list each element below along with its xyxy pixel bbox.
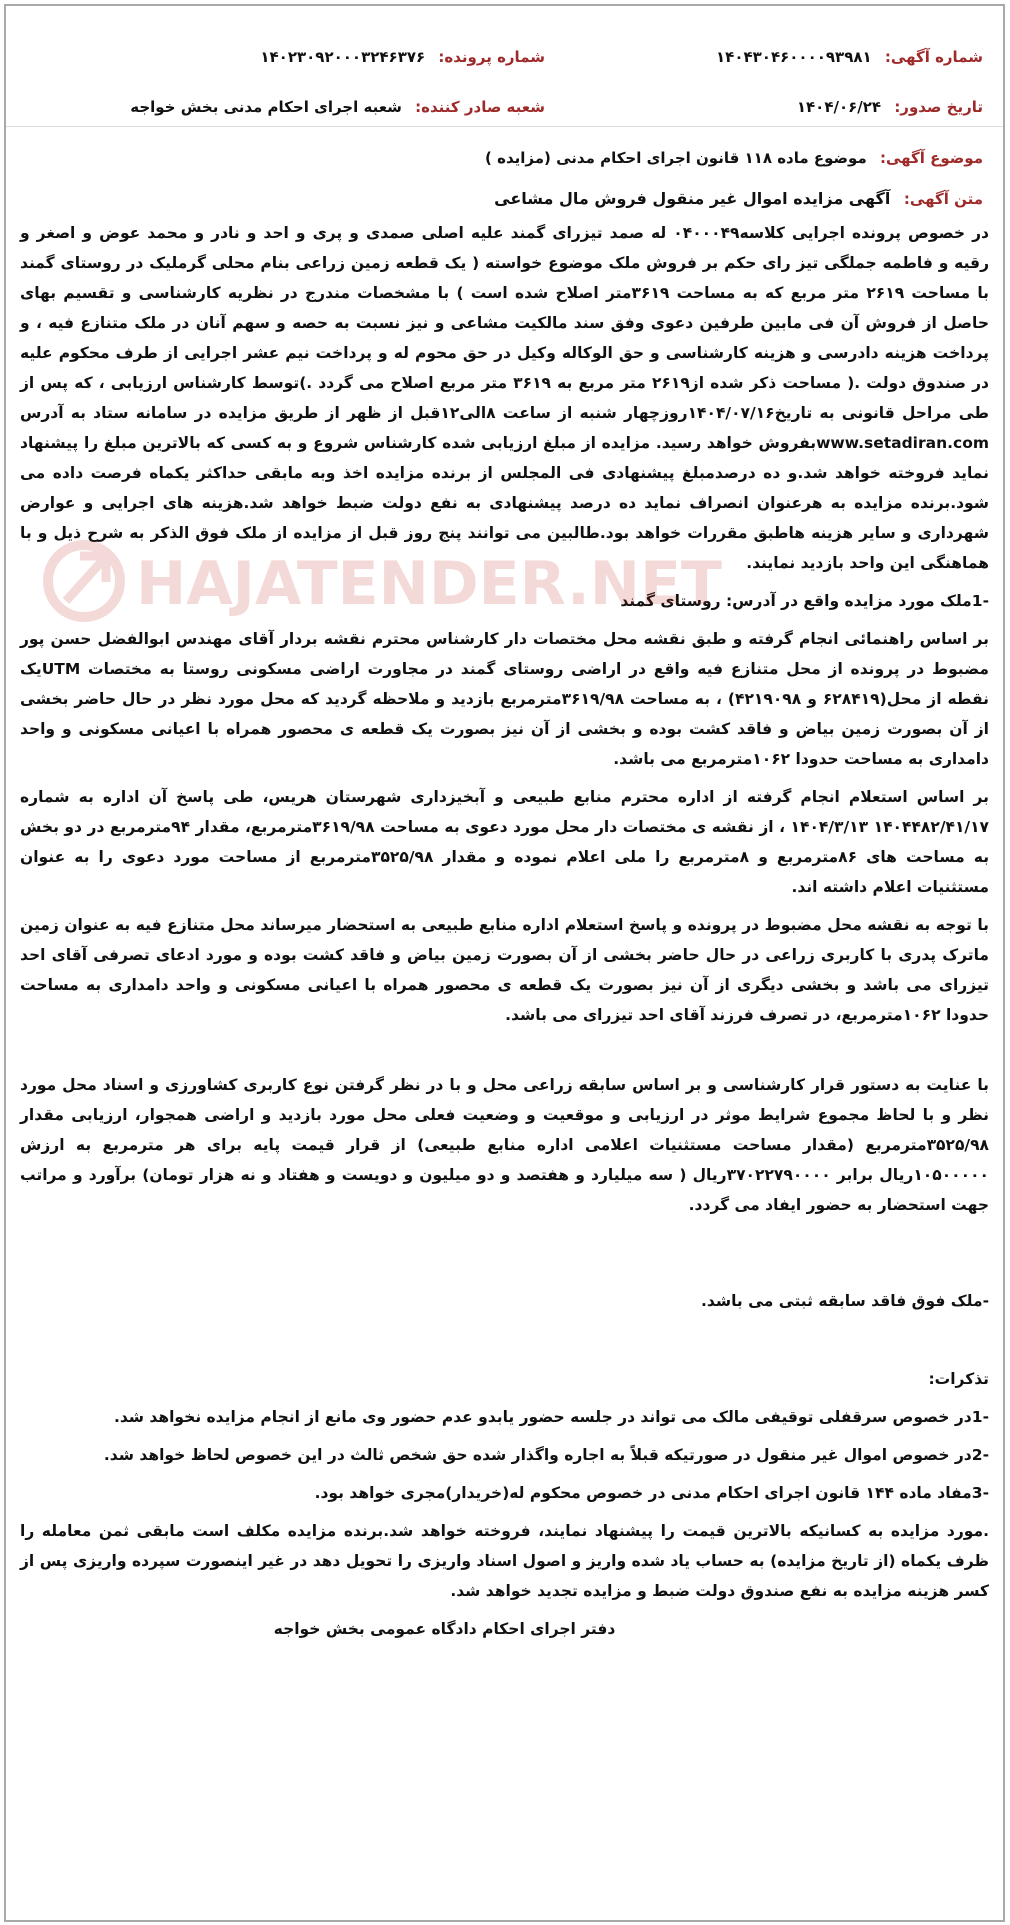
ad-subject-label: موضوع آگهی: (879, 149, 983, 167)
spacer (20, 1038, 989, 1070)
ad-text-title (26, 189, 983, 208)
paragraph-registration-status: -ملک فوق فاقد سابقه ثبتی می باشد. (701, 1292, 989, 1310)
ad-number-label: شماره آگهی: (884, 48, 983, 66)
note-item: -3مفاد ماده ۱۴۴ قانون اجرای احکام مدنی در خصوص محکوم له(خریدار)مجری خواهد بود. (314, 1484, 989, 1502)
case-number-field (260, 48, 545, 66)
ad-text-label: متن آگهی: (903, 190, 983, 208)
paragraph-survey: بر اساس راهنمائی انجام گرفته و طبق نقشه محل مختصات دار کارشناس محترم نقشه بردار آقای مهندس ابوالفضل حسن پور مضبوط در پرونده از محل متنازع فیه واقع در اراضی روستای گمند در مجاورت اراضی مسکونی روستا به مختصات UTMیک نقطه از محل(۶۲۸۴۱۹ و ۴۲۱۹۰۹۸) ، به مساحت ۳۶۱۹/۹۸مترمربع بازدید و ملاحظه گردید که محل مورد نظر در حال حاضر بخشی از آن بصورت زمین بیاض و فاقد کشت بوده و بخشی از آن نیز بصورت یک قطعه ی محصور همراه با اعیانی مسکونی و واحد دامداری به مساحت حدودا ۱۰۶۲مترمربع می باشد. (20, 630, 989, 768)
paragraph-natural-resources-inquiry: بر اساس استعلام انجام گرفته از اداره محترم منابع طبیعی و آبخیزداری شهرستان هریس، طی پاسخ آن اداره به شماره ۱۴۰۴۴۸۲/۴۱/۱۷ ۱۴۰۴/۳/۱۳ ، از نقشه ی مختصات دار محل مورد دعوی به مساحت ۳۶۱۹/۹۸مترمربع، مقدار ۹۴مترمربع در دو بخش به مساحت های ۸۶مترمربع و ۸مترمربع را ملی اعلام نموده و مقدار ۳۵۲۵/۹۸مترمربع از مساحت مورد دعوی را به عنوان مستثنیات اعلام داشته اند. (20, 788, 990, 896)
issuing-branch-label: شعبه صادر کننده: (415, 98, 545, 116)
paragraph-valuation: با عنایت به دستور قرار کارشناسی و بر اساس سابقه زراعی محل و با در نظر گرفتن نوع کاربری کشاورزی و اسناد محل مورد نظر و با لحاظ مجموع شرایط موثر در ارزیابی و موقعیت و وضعیت فعلی محل مورد بازدید و اراضی همجوار، ارزیابی مقدار ۳۵۲۵/۹۸مترمربع (مقدار مساحت مستثنیات اعلامی اداره منابع طبیعی) از قرار قیمت پایه برای هر مترمربع به ارزش ۱۰۵۰۰۰۰۰ریال برابر ۳۷۰۲۲۷۹۰۰۰۰ریال ( سه میلیارد و هفتصد و دو میلیون و دویست و هفتاد و نه هزار تومان) برآورد و مراتب جهت استحضار به حضور ایفاد می گردد. (20, 1076, 990, 1214)
paragraph-payment-terms: .مورد مزایده به کسانیکه بالاترین قیمت را پیشنهاد نمایند، فروخته خواهد شد.برنده مزایده مکلف است مابقی ثمن معامله را ظرف یکماه (از تاریخ مزایده) به حساب یاد شده واریز و اصول اسناد واریزی را تحویل دهد در غیر اینصورت سپرده واریزی پس از کسر هزینه مزایده به نفع صندوق دولت ضبط و مزایده تجدید خواهد شد. (20, 1522, 989, 1600)
ad-title: آگهی مزایده اموال غیر منقول فروش مال مشاعی (494, 189, 891, 208)
spacer (20, 1228, 989, 1286)
issue-date-label: تاریخ صدور: (894, 98, 983, 116)
ad-document-frame (4, 4, 1005, 1922)
case-number-value: ۱۴۰۲۳۰۹۲۰۰۰۳۲۴۶۳۷۶ (260, 48, 426, 66)
watermark-text: HAJATENDER.NET (136, 549, 722, 619)
ad-number-field (716, 48, 983, 66)
ad-number-value: ۱۴۰۴۳۰۴۶۰۰۰۰۹۳۹۸۱ (716, 48, 872, 66)
paragraph-site-status: با توجه به نقشه محل مضبوط در پرونده و پاسخ استعلام اداره منابع طبیعی به استحضار میرساند محل متنازع فیه به عنوان زمین ماترک پدری با کاربری زراعی در حال حاضر بخشی از آن بصورت زمین بیاض و فاقد کشت بوده و مورد ادعای تصرفی آقای احد تیزرای می باشد و بخشی دیگری از آن نیز بصورت یک قطعه ی محصور همراه با اعیانی مسکونی و واحد دامداری به مساحت حدودا ۱۰۶۲مترمربع، در تصرف فرزند آقای احد تیزرای می باشد. (20, 916, 989, 1024)
issue-date-field (797, 98, 983, 116)
spacer (20, 1324, 989, 1364)
notes-heading: تذکرات: (928, 1370, 989, 1388)
issuing-branch-value: شعبه اجرای احکام مدنی بخش خواجه (130, 98, 402, 116)
signature-line (20, 1614, 989, 1644)
paragraph-case-details: در خصوص پرونده اجرایی کلاسه۰۴۰۰۰۴۹ له صمد تیزرای گمند علیه اصلی صمدی و پری و احد و نادر و محمد عوض و اصغر و رقیه و فاطمه جملگی تیز رای حکم بر فروش ملک موضوع خواسته ( یک قطعه زمین زراعی بنام محلی گرملیک در روستای گمند با مساحت ۲۶۱۹ متر مربع که به مساحت ۳۶۱۹متر اصلاح شده است ) با مشخصات مندرج در نظریه کارشناسی و تقسیم بهای حاصل از فروش آن فی مابین طرفین دعوی وفق سند مالکیت مشاعی و نیز نسبت به حصه و سهم آنان در ملک متنازع فیه ، و پرداخت هزینه دادرسی و هزینه کارشناسی و حق الوکاله وکیل در حق محوم له و پرداخت نیم عشر اجرایی از طرف محکوم علیه در صندوق دولت .( مساحت ذکر شده از۲۶۱۹ متر مربع به ۳۶۱۹ متر مربع اصلاح می گردد .)توسط کارشناس ارزیابی ، که پس از طی مراحل قانونی به تاریخ۱۴۰۴/۰۷/۱۶روزچهار شنبه از ساعت ۸الی۱۲قبل از ظهر از طریق مزایده در سامانه ستاد به آدرس www.setadiran.comبفروش خواهد رسید. مزایده از مبلغ ارزیابی شده کارشناس شروع و به کسی که بالاترین مبلغ را پیشنهاد نماید فروخته خواهد شد.و ده درصدمبلغ پیشنهادی فی المجلس از برنده مزایده اخذ وبه مابقی حداکثر یکماه فرصت داده می شود.برنده مزایده به هرعنوان انصراف نماید ده درصد پیشنهادی به نفع دولت ضبط خواهد شد.هزینه های اجرایی و عوارض شهرداری و سایر هزینه هاطبق مقررات خواهد بود.طالبین می توانند پنج روز قبل از مزایده از ملک فوق الذکر به شرح ذیل و با هماهنگی این واحد بازدید نمایند. (20, 224, 990, 572)
ad-subject-value: موضوع ماده ۱۱۸ قانون اجرای احکام مدنی (مزایده ) (485, 149, 867, 167)
signature-text: دفتر اجرای احکام دادگاه عمومی بخش خواجه (273, 1620, 616, 1638)
issuing-branch-field (130, 98, 545, 116)
ad-header (6, 6, 1003, 127)
ad-body (20, 218, 989, 1644)
note-item: -2در خصوص اموال غیر منقول در صورتیکه قبلاً به اجاره واگذار شده حق شخص ثالث در این خصوص لحاظ خواهد شد. (103, 1446, 989, 1464)
ad-subject (26, 149, 983, 167)
case-number-label: شماره پرونده: (438, 48, 545, 66)
paragraph-property-location: -1ملک مورد مزایده واقع در آدرس: روستای گمند (620, 592, 989, 610)
issue-date-value: ۱۴۰۴/۰۶/۲۴ (796, 98, 882, 116)
note-item: -1در خصوص سرقفلی توقیفی مالک می تواند در جلسه حضور یابدو عدم حضور وی مانع از انجام مزایده نخواهد شد. (113, 1408, 989, 1426)
